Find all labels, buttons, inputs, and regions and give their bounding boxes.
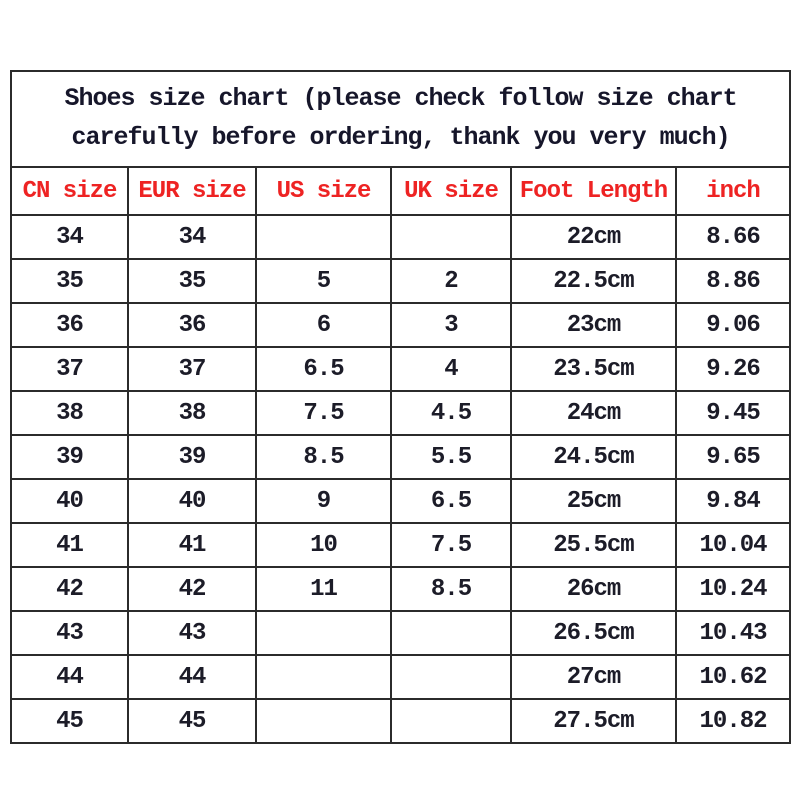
table-cell: 42 [11, 567, 128, 611]
table-cell [391, 215, 511, 259]
table-cell: 24cm [511, 391, 676, 435]
table-cell: 10.62 [676, 655, 790, 699]
table-row [11, 479, 790, 523]
table-cell: 6.5 [391, 479, 511, 523]
table-cell [391, 699, 511, 743]
table-row [11, 391, 790, 435]
table-cell: 39 [128, 435, 256, 479]
header-row [11, 167, 790, 215]
table-cell: 9.06 [676, 303, 790, 347]
table-cell: 11 [256, 567, 391, 611]
chart-title-line2: carefully before ordering, thank you very much) [71, 123, 730, 152]
table-cell: 6.5 [256, 347, 391, 391]
table-cell: 4 [391, 347, 511, 391]
table-cell: 34 [128, 215, 256, 259]
table-cell: 42 [128, 567, 256, 611]
table-cell: 26cm [511, 567, 676, 611]
table-cell: 3 [391, 303, 511, 347]
table-cell [256, 655, 391, 699]
table-cell: 35 [11, 259, 128, 303]
table-cell: 36 [11, 303, 128, 347]
table-cell: 44 [128, 655, 256, 699]
table-row [11, 523, 790, 567]
table-cell: 36 [128, 303, 256, 347]
table-cell: 5 [256, 259, 391, 303]
chart-title-line1: Shoes size chart (please check follow size chart [64, 84, 737, 114]
table-cell: 10 [256, 523, 391, 567]
table-cell: 40 [11, 479, 128, 523]
table-row [11, 655, 790, 699]
table-cell: 22.5cm [511, 259, 676, 303]
table-cell: 35 [128, 259, 256, 303]
table-cell: 37 [11, 347, 128, 391]
table-cell: 26.5cm [511, 611, 676, 655]
table-row [11, 435, 790, 479]
table-cell: 4.5 [391, 391, 511, 435]
table-cell: 38 [128, 391, 256, 435]
table-row [11, 215, 790, 259]
table-cell [256, 611, 391, 655]
table-cell: 10.24 [676, 567, 790, 611]
table-row [11, 259, 790, 303]
table-cell: 22cm [511, 215, 676, 259]
table-cell: 41 [128, 523, 256, 567]
table-row [11, 699, 790, 743]
size-chart-table [10, 70, 791, 744]
table-cell: 45 [128, 699, 256, 743]
column-header-uk-size: UK size [391, 167, 511, 215]
table-cell: 27cm [511, 655, 676, 699]
title-row [11, 71, 790, 167]
table-cell: 9.84 [676, 479, 790, 523]
table-cell: 41 [11, 523, 128, 567]
table-cell [256, 699, 391, 743]
table-cell: 9 [256, 479, 391, 523]
table-cell: 45 [11, 699, 128, 743]
column-header-eur-size: EUR size [128, 167, 256, 215]
table-cell [256, 215, 391, 259]
table-cell: 40 [128, 479, 256, 523]
column-header-us-size: US size [256, 167, 391, 215]
table-cell [391, 611, 511, 655]
table-row [11, 611, 790, 655]
table-row [11, 567, 790, 611]
chart-title [11, 71, 790, 167]
table-cell: 44 [11, 655, 128, 699]
table-cell: 10.04 [676, 523, 790, 567]
table-cell: 7.5 [256, 391, 391, 435]
table-cell: 25.5cm [511, 523, 676, 567]
table-cell: 2 [391, 259, 511, 303]
table-cell [391, 655, 511, 699]
table-cell: 27.5cm [511, 699, 676, 743]
table-cell: 9.26 [676, 347, 790, 391]
table-cell: 8.5 [391, 567, 511, 611]
column-header-inch: inch [676, 167, 790, 215]
table-cell: 34 [11, 215, 128, 259]
table-cell: 37 [128, 347, 256, 391]
table-cell: 23cm [511, 303, 676, 347]
table-cell: 24.5cm [511, 435, 676, 479]
table-row [11, 303, 790, 347]
table-cell: 8.66 [676, 215, 790, 259]
table-cell: 23.5cm [511, 347, 676, 391]
table-cell: 8.86 [676, 259, 790, 303]
table-cell: 25cm [511, 479, 676, 523]
table-row [11, 347, 790, 391]
table-cell: 9.65 [676, 435, 790, 479]
table-cell: 6 [256, 303, 391, 347]
table-cell: 10.82 [676, 699, 790, 743]
table-cell: 43 [128, 611, 256, 655]
table-cell: 9.45 [676, 391, 790, 435]
table-cell: 38 [11, 391, 128, 435]
table-cell: 5.5 [391, 435, 511, 479]
table-cell: 10.43 [676, 611, 790, 655]
column-header-foot-length: Foot Length [511, 167, 676, 215]
table-cell: 43 [11, 611, 128, 655]
table-cell: 8.5 [256, 435, 391, 479]
table-cell: 39 [11, 435, 128, 479]
table-cell: 7.5 [391, 523, 511, 567]
column-header-cn-size: CN size [11, 167, 128, 215]
